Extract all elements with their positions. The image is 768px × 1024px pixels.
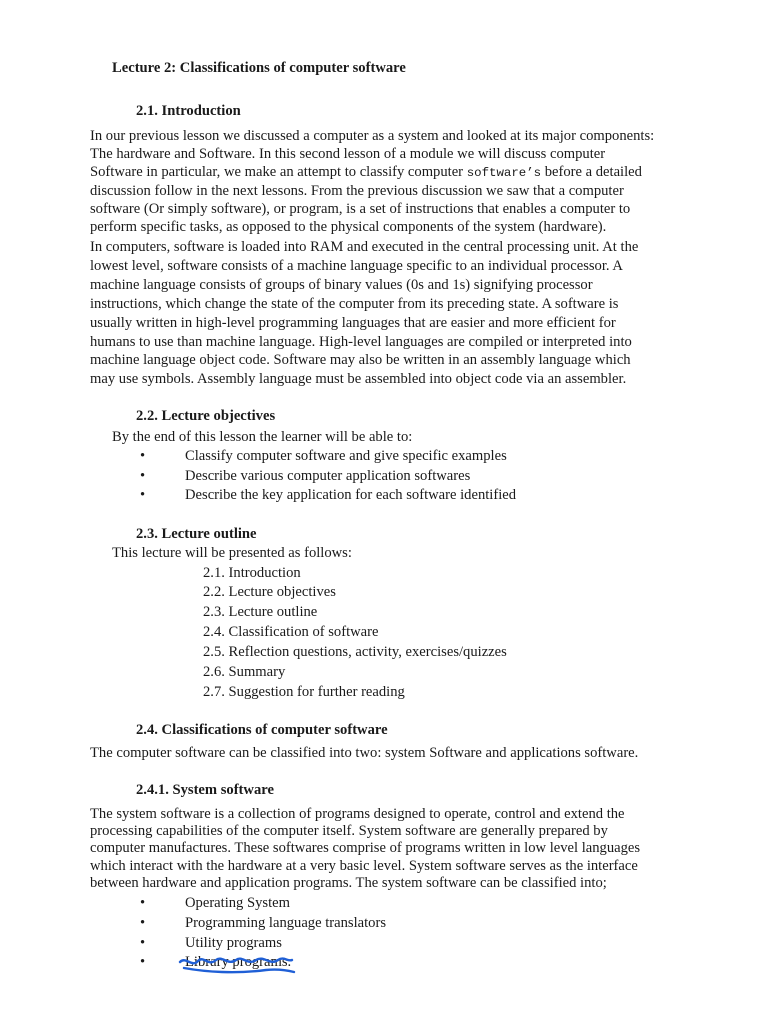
text-line: which interact with the hardware at a very basic level. System software serves as the interface [90,857,638,874]
text-line: perform specific tasks, as opposed to the physical components of the system (hardware). [90,219,607,235]
outline-item: 2.5. Reflection questions, activity, exercises/quizzes [203,644,507,660]
text-line: usually written in high-level programming languages that are easier and more efficient for [90,314,616,331]
text-line: instructions, which change the state of the computer from its preceding state. A software is [90,295,619,312]
system-software-paragraph [90,806,640,892]
text-fragment: before a detailed [541,164,642,180]
text-line: In computers, software is loaded into RAM and executed in the central processing unit. At the [90,239,639,255]
section-heading-introduction: 2.1. Introduction [136,103,241,119]
list-item [140,468,470,485]
text-line: processing capabilities of the computer itself. System software are generally prepared by [90,823,608,840]
bullet: • [140,935,146,951]
list-item [140,487,516,504]
list-item-text: Operating System [185,895,290,911]
outline-item: 2.2. Lecture objectives [203,584,336,600]
text-line: software (Or simply software), or program, is a set of instructions that enables a computer to [90,201,631,217]
list-item [140,915,386,932]
outline-item: 2.7. Suggestion for further reading [203,684,405,700]
text-line: may use symbols. Assembly language must be assembled into object code via an assembler. [90,371,627,388]
list-item [140,895,290,912]
list-item-text: Programming language translators [185,915,387,931]
outline-item: 2.1. Introduction [203,565,301,581]
list-item [140,448,507,465]
list-item-text: Utility programs [185,935,282,951]
outline-item: 2.3. Lecture outline [203,604,318,620]
list-item-text: Classify computer software and give specific examples [185,448,507,464]
text-line: The system software is a collection of programs designed to operate, control and extend the [90,806,625,822]
text-line: computer manufactures. These softwares comprise of programs written in low level languages [90,840,641,857]
classifications-text: The computer software can be classified into two: system Software and applications software. [90,745,639,761]
text-line: lowest level, software consists of a machine language specific to an individual processor. A [90,257,623,274]
bullet: • [140,895,146,911]
outline-intro: This lecture will be presented as follows: [112,545,352,561]
list-item-text: Describe the key application for each software identified [185,487,517,503]
objectives-intro: By the end of this lesson the learner will be able to: [112,429,413,445]
scribble-stroke [180,959,294,973]
text-line: between hardware and application programs. The system software can be classified into; [90,874,607,891]
introduction-paragraph-1 [90,127,654,236]
text-line: machine language object code. Software may also be written in an assembly language which [90,352,631,369]
monospace-word: software’s [466,166,542,180]
list-item-text: Library programs. [185,954,292,970]
bullet: • [140,915,146,931]
pen-scribble-icon [176,952,300,976]
text-line: The hardware and Software. In this second lesson of a module we will discuss computer [90,146,606,162]
text-line: humans to use than machine language. High-level languages are compiled or interpreted into [90,333,632,350]
introduction-paragraph-2 [90,238,638,389]
page-title: Lecture 2: Classifications of computer software [112,60,406,76]
section-heading-outline: 2.3. Lecture outline [136,526,257,542]
bullet: • [140,468,146,484]
text-line: In our previous lesson we discussed a computer as a system and looked at its major components: [90,128,655,144]
section-heading-system-software: 2.4.1. System software [136,782,274,798]
outline-item: 2.6. Summary [203,664,286,680]
text-line: machine language consists of groups of binary values (0s and 1s) signifying processor [90,276,593,293]
text-line: discussion follow in the next lessons. From the previous discussion we saw that a computer [90,183,624,199]
bullet: • [140,448,146,464]
bullet: • [140,487,146,503]
text-line [90,163,654,182]
section-heading-objectives: 2.2. Lecture objectives [136,408,276,424]
list-item-text: Describe various computer application softwares [185,468,471,484]
outline-item: 2.4. Classification of software [203,624,379,640]
bullet: • [140,954,146,970]
list-item [140,935,282,952]
text-fragment: Software in particular, we make an attempt to classify computer [90,164,467,180]
section-heading-classifications: 2.4. Classifications of computer software [136,722,388,738]
